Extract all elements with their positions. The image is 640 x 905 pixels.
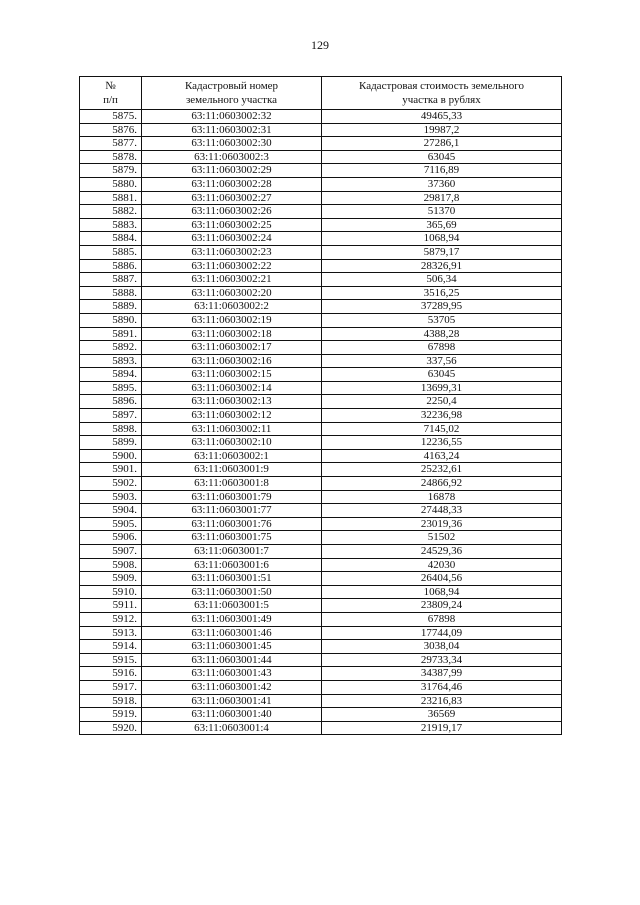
row-number: 5893. xyxy=(80,354,142,368)
row-number: 5904. xyxy=(80,504,142,518)
row-number: 5883. xyxy=(80,218,142,232)
cadastral-value: 24529,36 xyxy=(322,545,562,559)
row-number: 5909. xyxy=(80,572,142,586)
cadastral-value: 29733,34 xyxy=(322,653,562,667)
row-number: 5919. xyxy=(80,708,142,722)
cadastral-number: 63:11:0603001:6 xyxy=(142,558,322,572)
table-row xyxy=(80,422,562,436)
table-row xyxy=(80,245,562,259)
row-number: 5915. xyxy=(80,653,142,667)
row-number: 5892. xyxy=(80,341,142,355)
row-number: 5897. xyxy=(80,409,142,423)
cadastral-value: 63045 xyxy=(322,368,562,382)
cadastral-value: 17744,09 xyxy=(322,626,562,640)
table-row xyxy=(80,381,562,395)
cadastral-value: 51370 xyxy=(322,205,562,219)
cadastral-value: 37289,95 xyxy=(322,300,562,314)
table-row xyxy=(80,191,562,205)
cadastral-number: 63:11:0603001:8 xyxy=(142,477,322,491)
cadastral-value: 27448,33 xyxy=(322,504,562,518)
cadastral-number: 63:11:0603002:24 xyxy=(142,232,322,246)
table-row xyxy=(80,585,562,599)
cadastral-value: 1068,94 xyxy=(322,232,562,246)
cadastral-number: 63:11:0603002:28 xyxy=(142,177,322,191)
cadastral-number: 63:11:0603001:9 xyxy=(142,463,322,477)
table-row xyxy=(80,612,562,626)
cadastral-number: 63:11:0603002:21 xyxy=(142,273,322,287)
table-row xyxy=(80,395,562,409)
row-number: 5881. xyxy=(80,191,142,205)
cadastral-value: 7145,02 xyxy=(322,422,562,436)
row-number: 5899. xyxy=(80,436,142,450)
cadastral-number: 63:11:0603002:18 xyxy=(142,327,322,341)
table-row xyxy=(80,150,562,164)
cadastral-number: 63:11:0603002:12 xyxy=(142,409,322,423)
cadastral-number: 63:11:0603002:13 xyxy=(142,395,322,409)
row-number: 5908. xyxy=(80,558,142,572)
cadastral-number: 63:11:0603002:29 xyxy=(142,164,322,178)
table-row xyxy=(80,164,562,178)
cadastral-value: 36569 xyxy=(322,708,562,722)
cadastral-value: 5879,17 xyxy=(322,245,562,259)
cadastral-number: 63:11:0603001:51 xyxy=(142,572,322,586)
table-row xyxy=(80,300,562,314)
cadastral-number: 63:11:0603002:19 xyxy=(142,313,322,327)
table-row xyxy=(80,626,562,640)
cadastral-value: 42030 xyxy=(322,558,562,572)
row-number: 5900. xyxy=(80,449,142,463)
cadastral-value: 12236,55 xyxy=(322,436,562,450)
row-number: 5877. xyxy=(80,137,142,151)
row-number: 5918. xyxy=(80,694,142,708)
cadastral-number: 63:11:0603002:15 xyxy=(142,368,322,382)
table-row xyxy=(80,110,562,124)
table-row xyxy=(80,218,562,232)
row-number: 5887. xyxy=(80,273,142,287)
cadastral-number: 63:11:0603002:22 xyxy=(142,259,322,273)
table-row xyxy=(80,721,562,735)
table-row xyxy=(80,653,562,667)
row-number: 5907. xyxy=(80,545,142,559)
row-number: 5882. xyxy=(80,205,142,219)
table-row xyxy=(80,449,562,463)
table-row xyxy=(80,286,562,300)
row-number: 5902. xyxy=(80,477,142,491)
cadastral-value: 51502 xyxy=(322,531,562,545)
row-number: 5875. xyxy=(80,110,142,124)
cadastral-value: 37360 xyxy=(322,177,562,191)
cadastral-value: 1068,94 xyxy=(322,585,562,599)
table-row xyxy=(80,409,562,423)
cadastral-number: 63:11:0603001:40 xyxy=(142,708,322,722)
row-number: 5895. xyxy=(80,381,142,395)
cadastral-number: 63:11:0603002:20 xyxy=(142,286,322,300)
cadastral-value: 67898 xyxy=(322,341,562,355)
cadastral-number: 63:11:0603002:3 xyxy=(142,150,322,164)
table-row xyxy=(80,354,562,368)
cadastral-number: 63:11:0603001:42 xyxy=(142,680,322,694)
row-number: 5880. xyxy=(80,177,142,191)
header-row xyxy=(80,77,562,110)
table-row xyxy=(80,477,562,491)
table-row xyxy=(80,232,562,246)
row-number: 5890. xyxy=(80,313,142,327)
page-number: 129 xyxy=(311,38,329,52)
cadastral-value: 63045 xyxy=(322,150,562,164)
cadastral-number: 63:11:0603001:76 xyxy=(142,517,322,531)
cadastral-value: 29817,8 xyxy=(322,191,562,205)
cadastral-value: 7116,89 xyxy=(322,164,562,178)
cadastral-value: 16878 xyxy=(322,490,562,504)
cadastral-value: 3038,04 xyxy=(322,640,562,654)
cadastral-number: 63:11:0603002:1 xyxy=(142,449,322,463)
table-row xyxy=(80,177,562,191)
cadastral-number: 63:11:0603002:26 xyxy=(142,205,322,219)
cadastral-value: 23019,36 xyxy=(322,517,562,531)
table-row xyxy=(80,545,562,559)
table-row xyxy=(80,123,562,137)
cadastral-number: 63:11:0603001:75 xyxy=(142,531,322,545)
cadastral-value: 2250,4 xyxy=(322,395,562,409)
row-number: 5888. xyxy=(80,286,142,300)
row-number: 5894. xyxy=(80,368,142,382)
row-number: 5901. xyxy=(80,463,142,477)
table-row xyxy=(80,531,562,545)
cadastral-value: 4163,24 xyxy=(322,449,562,463)
table-body xyxy=(80,110,562,735)
cadastral-value: 365,69 xyxy=(322,218,562,232)
row-number: 5906. xyxy=(80,531,142,545)
table-row xyxy=(80,490,562,504)
cadastral-value: 23809,24 xyxy=(322,599,562,613)
table-row xyxy=(80,708,562,722)
cadastral-value: 506,34 xyxy=(322,273,562,287)
cadastral-value: 25232,61 xyxy=(322,463,562,477)
cadastral-number: 63:11:0603002:2 xyxy=(142,300,322,314)
row-number: 5879. xyxy=(80,164,142,178)
cadastral-value: 32236,98 xyxy=(322,409,562,423)
table-row xyxy=(80,694,562,708)
table-row xyxy=(80,599,562,613)
cadastral-number: 63:11:0603002:25 xyxy=(142,218,322,232)
row-number: 5912. xyxy=(80,612,142,626)
cadastral-value: 27286,1 xyxy=(322,137,562,151)
row-number: 5911. xyxy=(80,599,142,613)
table-row xyxy=(80,463,562,477)
row-number: 5889. xyxy=(80,300,142,314)
cadastral-value: 337,56 xyxy=(322,354,562,368)
cadastral-value: 28326,91 xyxy=(322,259,562,273)
table-row xyxy=(80,341,562,355)
table-row xyxy=(80,368,562,382)
cadastral-value: 24866,92 xyxy=(322,477,562,491)
cadastral-number: 63:11:0603001:41 xyxy=(142,694,322,708)
cadastral-value: 67898 xyxy=(322,612,562,626)
cadastral-number: 63:11:0603001:7 xyxy=(142,545,322,559)
row-number: 5891. xyxy=(80,327,142,341)
cadastral-value: 19987,2 xyxy=(322,123,562,137)
table-row xyxy=(80,137,562,151)
cadastral-value: 49465,33 xyxy=(322,110,562,124)
cadastral-number: 63:11:0603002:30 xyxy=(142,137,322,151)
cadastral-number: 63:11:0603002:31 xyxy=(142,123,322,137)
row-number: 5886. xyxy=(80,259,142,273)
row-number: 5876. xyxy=(80,123,142,137)
cadastral-number: 63:11:0603002:10 xyxy=(142,436,322,450)
cadastral-number: 63:11:0603001:77 xyxy=(142,504,322,518)
row-number: 5878. xyxy=(80,150,142,164)
cadastral-number: 63:11:0603001:50 xyxy=(142,585,322,599)
cadastral-number: 63:11:0603002:14 xyxy=(142,381,322,395)
row-number: 5920. xyxy=(80,721,142,735)
table-row xyxy=(80,205,562,219)
table-row xyxy=(80,667,562,681)
cadastral-number: 63:11:0603002:16 xyxy=(142,354,322,368)
table-row xyxy=(80,273,562,287)
cadastral-value: 34387,99 xyxy=(322,667,562,681)
row-number: 5914. xyxy=(80,640,142,654)
cadastral-number: 63:11:0603002:23 xyxy=(142,245,322,259)
cadastral-value-table xyxy=(79,76,562,735)
table-row xyxy=(80,327,562,341)
table-row xyxy=(80,313,562,327)
cadastral-number: 63:11:0603002:17 xyxy=(142,341,322,355)
cadastral-value: 31764,46 xyxy=(322,680,562,694)
table-header xyxy=(80,77,562,110)
header-number: № п/п xyxy=(80,77,142,110)
row-number: 5916. xyxy=(80,667,142,681)
row-number: 5898. xyxy=(80,422,142,436)
cadastral-value: 26404,56 xyxy=(322,572,562,586)
table-row xyxy=(80,572,562,586)
table-row xyxy=(80,680,562,694)
cadastral-number: 63:11:0603001:46 xyxy=(142,626,322,640)
row-number: 5896. xyxy=(80,395,142,409)
row-number: 5917. xyxy=(80,680,142,694)
cadastral-number: 63:11:0603002:11 xyxy=(142,422,322,436)
cadastral-value: 3516,25 xyxy=(322,286,562,300)
table-row xyxy=(80,436,562,450)
cadastral-number: 63:11:0603002:27 xyxy=(142,191,322,205)
table-row xyxy=(80,640,562,654)
cadastral-number: 63:11:0603001:79 xyxy=(142,490,322,504)
cadastral-number: 63:11:0603001:4 xyxy=(142,721,322,735)
table-row xyxy=(80,259,562,273)
row-number: 5913. xyxy=(80,626,142,640)
cadastral-number: 63:11:0603001:49 xyxy=(142,612,322,626)
cadastral-value: 13699,31 xyxy=(322,381,562,395)
table-row xyxy=(80,558,562,572)
cadastral-number: 63:11:0603001:43 xyxy=(142,667,322,681)
cadastral-number: 63:11:0603001:5 xyxy=(142,599,322,613)
cadastral-value: 53705 xyxy=(322,313,562,327)
header-cadastral-value: Кадастровая стоимость земельного участка в рублях xyxy=(322,77,562,110)
row-number: 5905. xyxy=(80,517,142,531)
header-cadastral-number: Кадастровый номер земельного участка xyxy=(142,77,322,110)
row-number: 5910. xyxy=(80,585,142,599)
cadastral-number: 63:11:0603001:45 xyxy=(142,640,322,654)
table-row xyxy=(80,517,562,531)
cadastral-number: 63:11:0603002:32 xyxy=(142,110,322,124)
cadastral-number: 63:11:0603001:44 xyxy=(142,653,322,667)
cadastral-value: 4388,28 xyxy=(322,327,562,341)
row-number: 5884. xyxy=(80,232,142,246)
row-number: 5885. xyxy=(80,245,142,259)
row-number: 5903. xyxy=(80,490,142,504)
table-row xyxy=(80,504,562,518)
cadastral-value: 23216,83 xyxy=(322,694,562,708)
cadastral-value: 21919,17 xyxy=(322,721,562,735)
